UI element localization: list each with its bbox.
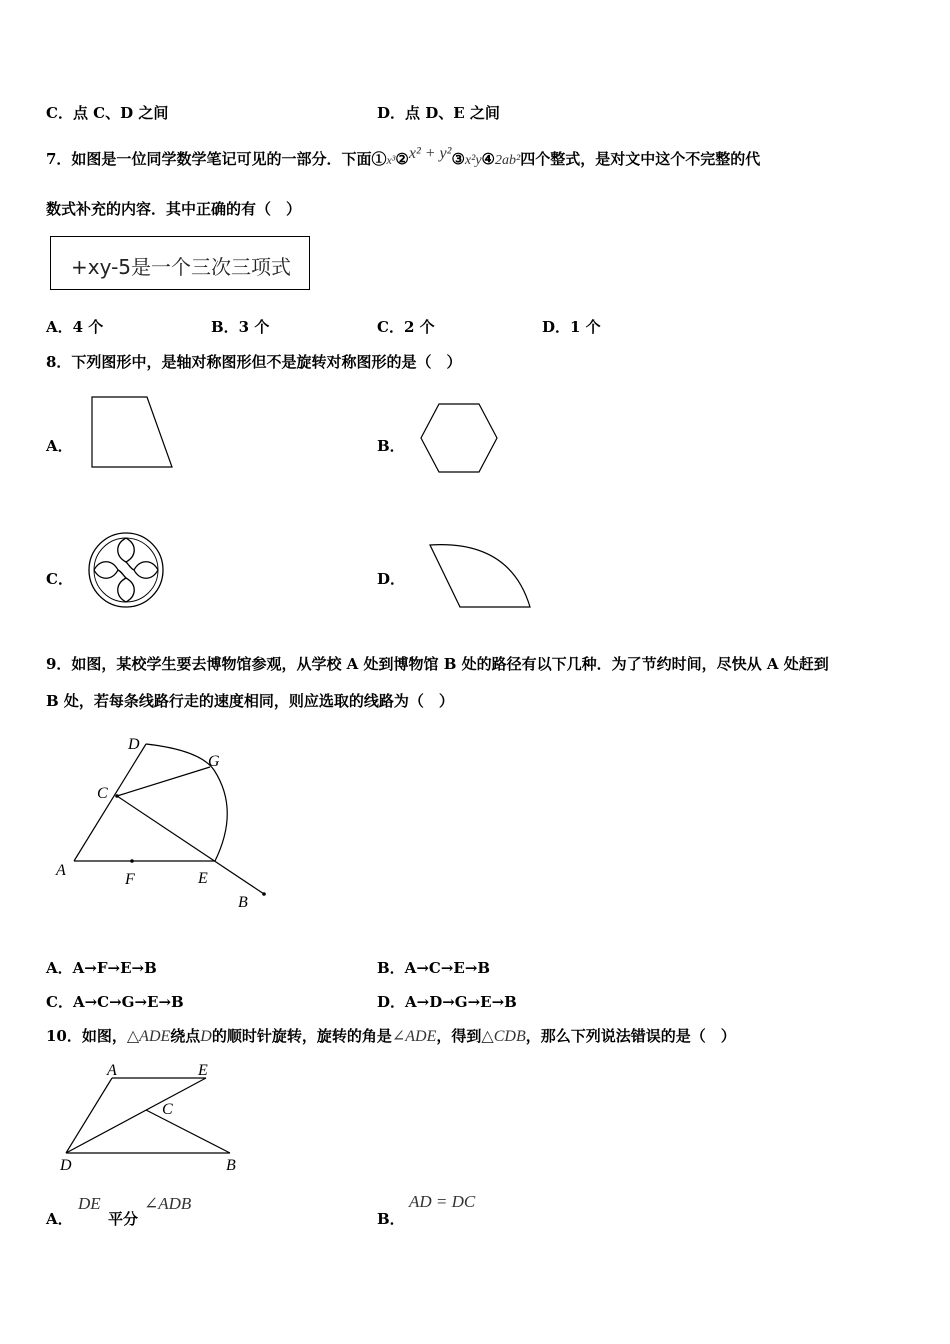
q10-option-b-math: AD = DC [409,1192,476,1211]
q7-marker-4: ④ [481,150,495,168]
q10-tri1: △ADE [126,1028,171,1045]
q8-figure-c-pinwheel-circle [85,530,167,612]
hexagon-shape [421,404,497,472]
q7-option-b: B．3 个 [211,318,270,336]
segment-AD [66,1078,112,1153]
q9-option-b: B．A→C→E→B [377,959,491,977]
outer-circle [89,533,163,607]
q7-option-a: A．4 个 [46,318,104,336]
q8-figure-b-hexagon [415,400,505,478]
segment-CB [146,1110,230,1153]
segment-CG [117,767,210,796]
label-A: A [107,1062,117,1079]
q9-option-c: C．A→C→G→E→B [46,993,184,1011]
q7-notebook-text: +xy-5是一个三次三项式 [71,255,292,279]
label-E: E [198,1062,208,1079]
q7-marker-1: ① [371,150,387,168]
q8-figure-a-trapezoid [85,392,180,474]
label-F: F [125,871,135,888]
q7-stem-line2: 数式补充的内容．其中正确的有（ ） [46,200,302,218]
q8-stem: 8．下列图形中，是轴对称图形但不是旋转对称图形的是（ ） [46,353,462,371]
label-A: A [56,862,66,879]
label-B: B [226,1157,236,1174]
q10-option-a-math2: ∠ADB [144,1194,192,1213]
q10-option-b-label: B． [377,1210,405,1228]
label-G: G [208,753,220,770]
q7-marker-3: ③ [451,150,465,168]
label-E: E [198,870,208,887]
q10-stem-d: ，得到 [436,1027,482,1045]
sector-shape [430,545,530,607]
q8-label-a: A． [46,437,73,455]
q10-point: D [200,1028,212,1045]
point-B-dot [262,892,266,896]
q8-label-c: C． [46,570,73,588]
q10-option-a-math1: DE [78,1194,101,1213]
q9-stem-line2: B 处，若每条线路行走的速度相同，则应选取的线路为（ ） [46,692,454,710]
q10-option-a-label: A． [46,1210,73,1228]
q7-item-4: 2ab² [494,153,521,168]
q7-stem-part2: 四个整式，是对文中这个不完整的代 [520,150,761,168]
label-B: B [238,894,248,911]
segment-AD [74,744,146,861]
q10-rotation-figure [50,1058,250,1178]
label-D: D [128,736,140,753]
q8-label-d: D． [377,570,406,588]
q10-tri2: △CDB [481,1028,526,1045]
q9-option-d: D．A→D→G→E→B [377,993,517,1011]
label-C: C [97,785,108,802]
q7-notebook-box [50,236,310,290]
q7-item-3: x²y [464,153,482,168]
q7-item-2: x² + y² [408,145,452,162]
q10-angle: ∠ADE [391,1028,437,1045]
q10-stem [46,1025,736,1046]
q9-route-figure [50,730,280,915]
q10-stem-b: 绕点 [170,1027,201,1045]
label-C: C [162,1101,173,1118]
trapezoid-shape [92,397,172,467]
q6-option-c: C．点 C、D 之间 [46,104,169,122]
q7-item-1: x³ [386,153,396,167]
label-D: D [60,1157,72,1174]
q10-stem-a: 10．如图， [46,1027,127,1045]
q9-stem-line1: 9．如图，某校学生要去博物馆参观，从学校 A 处到博物馆 B 处的路径有以下几种．为了节约时间，尽快从 A 处赶到 [46,655,829,673]
segment-CB [117,796,264,894]
q7-option-d: D．1 个 [542,318,601,336]
segment-DE [66,1078,206,1153]
point-F-dot [130,859,134,863]
inner-circle [94,538,158,602]
q10-stem-e: ，那么下列说法错误的是（ ） [525,1027,736,1045]
q7-option-c: C．2 个 [377,318,435,336]
q9-option-a: A．A→F→E→B [46,959,157,977]
q6-option-d: D．点 D、E 之间 [377,104,500,122]
q7-stem-line1 [46,145,761,169]
q7-stem-part1: 7．如图是一位同学数学笔记可见的一部分．下面 [46,150,372,168]
q7-marker-2: ② [395,150,409,168]
q10-stem-c: 的顺时针旋转，旋转的角是 [211,1027,392,1045]
point-C-dot [115,794,119,798]
q8-figure-d-sector [420,535,540,615]
q10-option-a-text: 平分 [108,1210,139,1228]
q8-label-b: B． [377,437,405,455]
